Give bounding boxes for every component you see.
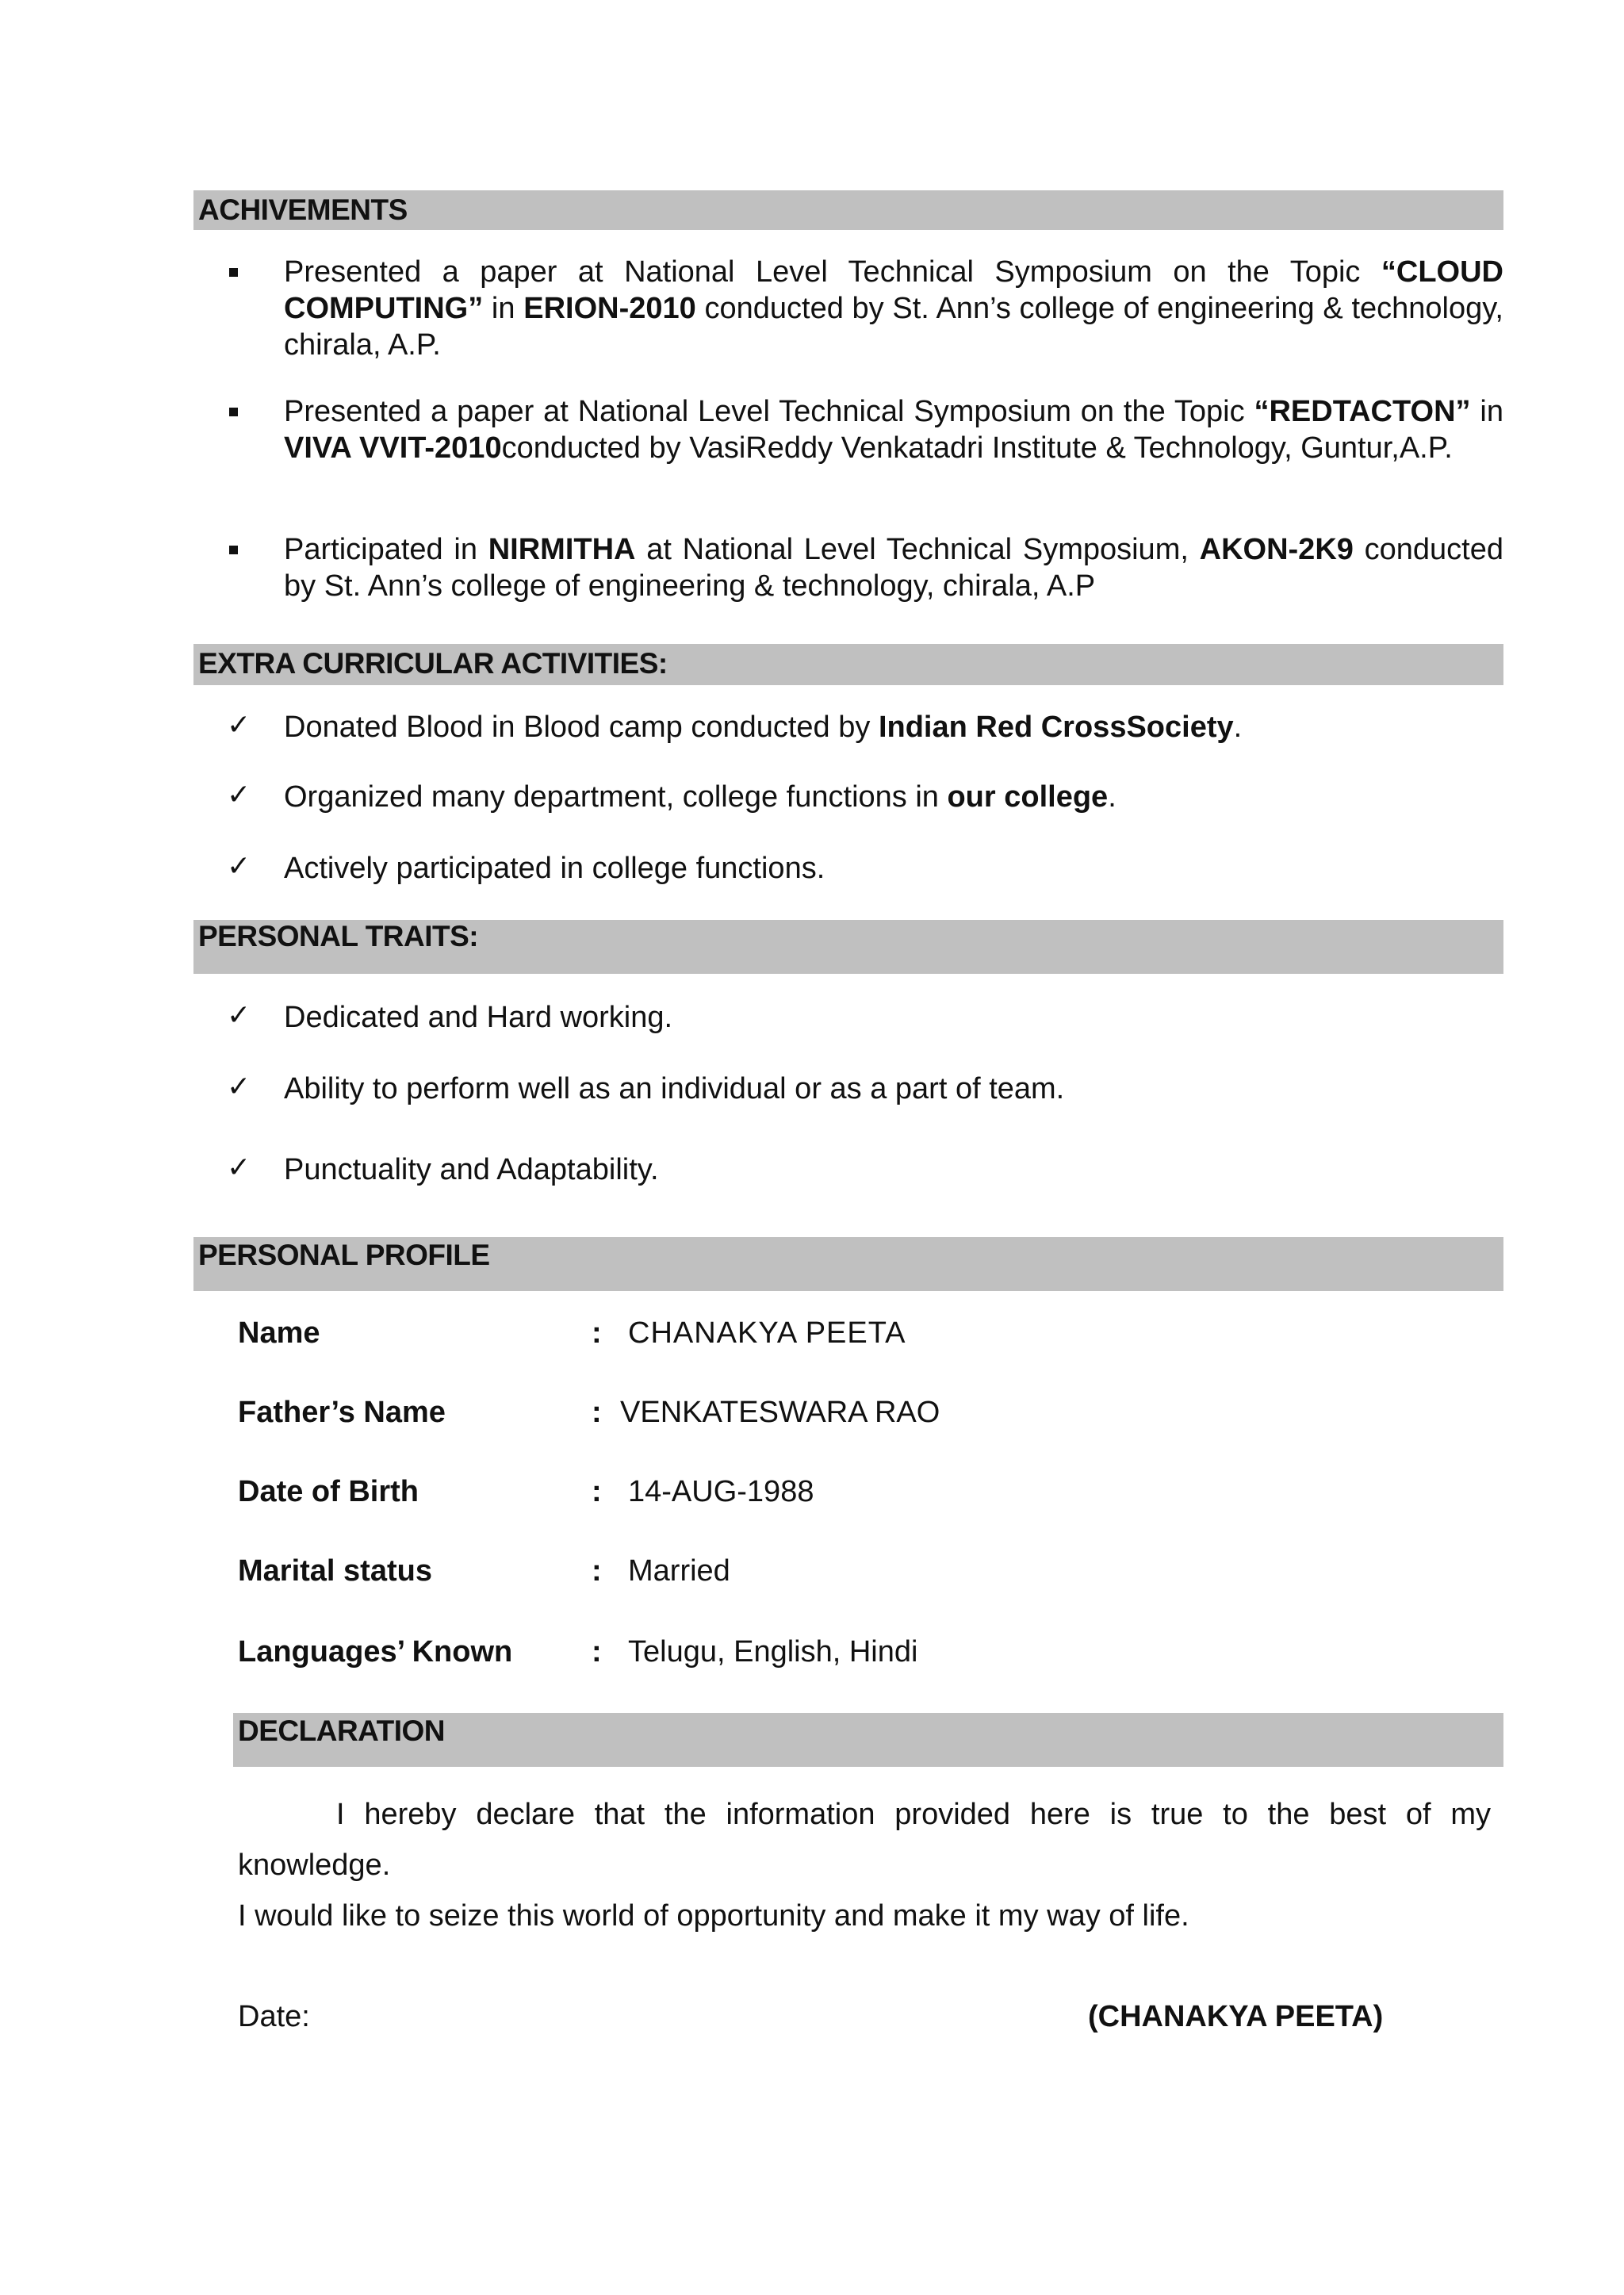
section-header-personal-profile <box>193 1237 1503 1291</box>
profile-row-name <box>238 1316 1348 1356</box>
list-item-achievement <box>235 254 1503 363</box>
declaration-line: I would like to seize this world of opportunity and make it my way of life. <box>238 1899 1189 1933</box>
list-item-trait: ✓ Dedicated and Hard working. <box>235 999 1503 1036</box>
profile-value: CHANAKYA PEETA <box>628 1316 906 1350</box>
section-header-achievements <box>193 190 1503 230</box>
declaration-line: I hereby declare that the information provided here is true to the best of my knowledge. <box>238 1798 1491 1882</box>
profile-label: Marital status <box>238 1554 432 1588</box>
profile-colon: : <box>592 1396 602 1429</box>
profile-row-date-of-birth <box>238 1475 1348 1515</box>
section-title: PERSONAL TRAITS: <box>198 920 479 952</box>
item-text: Donated Blood in Blood camp conducted by Indian Red CrossSociety. <box>284 711 1243 744</box>
item-text: Participated in NIRMITHA at National Level Technical Symposium, AKON-2K9 conducted by St. Ann’s college of engineering & technology, chirala, A.P <box>284 533 1503 603</box>
profile-label: Name <box>238 1316 320 1350</box>
item-text: Punctuality and Adaptability. <box>284 1153 659 1186</box>
profile-colon: : <box>592 1554 602 1588</box>
declaration-text <box>238 1789 1491 1941</box>
section-title: PERSONAL PROFILE <box>198 1239 490 1271</box>
section-title: DECLARATION <box>238 1715 446 1747</box>
signature-name: (CHANAKYA PEETA) <box>1088 2000 1384 2033</box>
item-text: Dedicated and Hard working. <box>284 1001 673 1034</box>
item-text: Presented a paper at National Level Technical Symposium on the Topic “REDTACTON” in VIVA VVIT-2010conducted by VasiReddy Venkatadri Institute & Technology, Guntur,A.P. <box>284 395 1503 465</box>
profile-colon: : <box>592 1635 602 1669</box>
section-title: EXTRA CURRICULAR ACTIVITIES: <box>198 647 668 680</box>
profile-value: Married <box>628 1554 730 1588</box>
section-header-extra-curricular <box>193 644 1503 685</box>
item-text: Presented a paper at National Level Technical Symposium on the Topic “CLOUD COMPUTING” in ERION-2010 conducted by St. Ann’s college of engineering & technology, chirala, A.P. <box>284 255 1503 362</box>
profile-colon: : <box>592 1316 602 1350</box>
profile-row-father-name <box>238 1396 1348 1435</box>
date-label: Date: <box>238 2000 310 2033</box>
profile-label: Father’s Name <box>238 1396 446 1429</box>
profile-label: Languages’ Known <box>238 1635 513 1669</box>
list-item-trait: ✓ Punctuality and Adaptability. <box>235 1151 1503 1188</box>
item-text: Ability to perform well as an individual or as a part of team. <box>284 1072 1065 1105</box>
list-item-achievement <box>235 393 1503 466</box>
profile-row-marital-status <box>238 1554 1348 1594</box>
list-item-activity: ✓ Donated Blood in Blood camp conducted by Indian Red CrossSociety. <box>235 709 1503 745</box>
list-item-achievement <box>235 531 1503 604</box>
profile-value: Telugu, English, Hindi <box>628 1635 918 1669</box>
section-header-personal-traits <box>193 920 1503 974</box>
profile-label: Date of Birth <box>238 1475 419 1508</box>
section-title: ACHIVEMENTS <box>198 193 408 226</box>
section-header-declaration <box>233 1713 1503 1767</box>
list-item-activity: ✓ Organized many department, college functions in our college. <box>235 779 1503 815</box>
list-item-trait: ✓ Ability to perform well as an individual or as a part of team. <box>235 1071 1503 1107</box>
list-item-activity: ✓ Actively participated in college functions. <box>235 850 1503 887</box>
profile-value: VENKATESWARA RAO <box>620 1396 940 1429</box>
item-text: Actively participated in college functions. <box>284 852 825 885</box>
profile-colon: : <box>592 1475 602 1508</box>
item-text: Organized many department, college functions in our college. <box>284 780 1116 814</box>
profile-row-languages <box>238 1635 1348 1675</box>
profile-value: 14-AUG-1988 <box>628 1475 814 1508</box>
